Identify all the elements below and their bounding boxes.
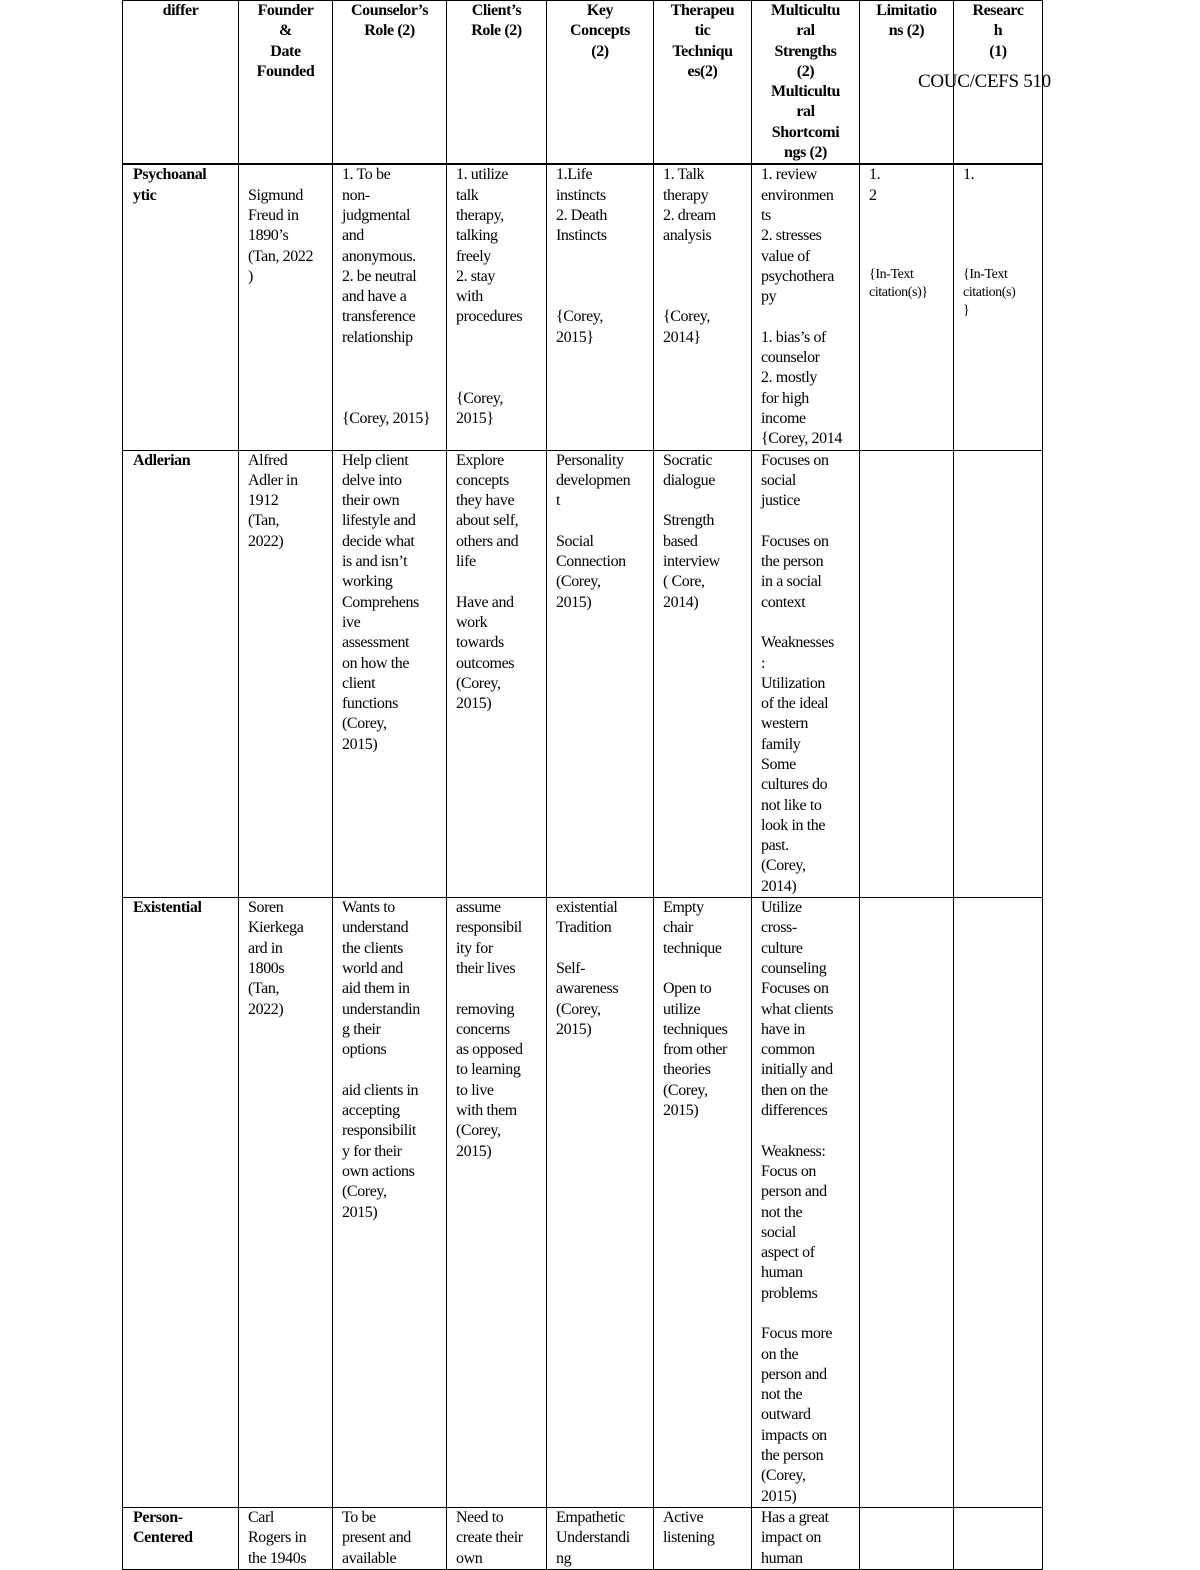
- theory-name-cell: Existential: [123, 898, 239, 1508]
- table-row: [123, 898, 1043, 1508]
- limitations-citation: {In-Text citation(s)}: [869, 266, 928, 300]
- founder-cell: Soren Kierkega ard in 1800s (Tan, 2022): [239, 898, 333, 1508]
- techniques-cell: Socratic dialogue Strength based interview ( Core, 2014): [654, 450, 752, 898]
- table-row: [123, 450, 1043, 898]
- multicultural-cell: Utilize cross- culture counseling Focuses on what clients have in common initially and then on the differences Weakness: Focus on person and not the social aspect of human problems Focus more on the person and not the outward impacts on the person (Corey, 2015): [752, 898, 860, 1508]
- limitations-cell: [860, 450, 954, 898]
- multicultural-cell: Focuses on social justice Focuses on the person in a social context Weaknesses : Utilization of the ideal western family Some cultures do not like to look in the past. (Corey, 2014): [752, 450, 860, 898]
- limitations-list: 1. 2: [869, 166, 881, 204]
- founder-cell: Alfred Adler in 1912 (Tan, 2022): [239, 450, 333, 898]
- multicultural-cell: Has a great impact on human: [752, 1507, 860, 1569]
- table-row: [123, 1507, 1043, 1569]
- research-cell: [954, 164, 1043, 450]
- theory-name-cell: Adlerian: [123, 450, 239, 898]
- limitations-cell: [860, 164, 954, 450]
- column-header-theory: differ: [123, 1, 239, 165]
- client-role-cell: Explore concepts they have about self, others and life Have and work towards outcomes (Corey, 2015): [447, 450, 547, 898]
- client-role-cell: Need to create their own: [447, 1507, 547, 1569]
- column-header-client-role: Client’s Role (2): [447, 1, 547, 165]
- page-header: COUC/CEFS 510: [918, 71, 1051, 92]
- techniques-cell: Active listening: [654, 1507, 752, 1569]
- client-role-cell: assume responsibil ity for their lives removing concerns as opposed to learning to live with them (Corey, 2015): [447, 898, 547, 1508]
- limitations-cell: [860, 898, 954, 1508]
- research-citation: {In-Text citation(s) }: [963, 266, 1016, 318]
- column-header-techniques: Therapeu tic Techniqu es(2): [654, 1, 752, 165]
- theory-comparison-table: [122, 0, 1043, 1570]
- key-concepts-cell: existential Tradition Self- awareness (Corey, 2015): [547, 898, 654, 1508]
- theory-name-cell: Person- Centered: [123, 1507, 239, 1569]
- key-concepts-cell: Personality developmen t Social Connection (Corey, 2015): [547, 450, 654, 898]
- column-header-limitations: Limitatio ns (2): [860, 1, 954, 165]
- techniques-cell: 1. Talk therapy 2. dream analysis {Corey, 2014}: [654, 164, 752, 450]
- column-header-founder: Founder & Date Founded: [239, 1, 333, 165]
- limitations-cell: [860, 1507, 954, 1569]
- counselor-role-cell: 1. To be non- judgmental and anonymous. 2. be neutral and have a transference relationship {Corey, 2015}: [333, 164, 447, 450]
- research-cell: [954, 450, 1043, 898]
- multicultural-cell: 1. review environmen ts 2. stresses value of psychothera py 1. bias’s of counselor 2. mostly for high income {Corey, 2014: [752, 164, 860, 450]
- research-cell: [954, 1507, 1043, 1569]
- research-cell: [954, 898, 1043, 1508]
- table-row: [123, 164, 1043, 450]
- founder-cell: Carl Rogers in the 1940s: [239, 1507, 333, 1569]
- column-header-counselor-role: Counselor’s Role (2): [333, 1, 447, 165]
- column-header-research: Researc h (1): [954, 1, 1043, 165]
- key-concepts-cell: 1.Life instincts 2. Death Instincts {Corey, 2015}: [547, 164, 654, 450]
- techniques-cell: Empty chair technique Open to utilize techniques from other theories (Corey, 2015): [654, 898, 752, 1508]
- key-concepts-cell: Empathetic Understandi ng: [547, 1507, 654, 1569]
- founder-cell: Sigmund Freud in 1890’s (Tan, 2022 ): [239, 164, 333, 450]
- counselor-role-cell: Help client delve into their own lifestyle and decide what is and isn’t working Comprehens ive assessment on how the client functions (Corey, 2015): [333, 450, 447, 898]
- table-header-row: [123, 1, 1043, 165]
- column-header-key-concepts: Key Concepts (2): [547, 1, 654, 165]
- theory-name-cell: Psychoanal ytic: [123, 164, 239, 450]
- counselor-role-cell: Wants to understand the clients world and aid them in understandin g their options aid clients in accepting responsibilit y for their own actions (Corey, 2015): [333, 898, 447, 1508]
- client-role-cell: 1. utilize talk therapy, talking freely 2. stay with procedures {Corey, 2015}: [447, 164, 547, 450]
- counselor-role-cell: To be present and available: [333, 1507, 447, 1569]
- research-list: 1.: [963, 166, 975, 184]
- column-header-multicultural: Multicultu ral Strengths (2) Multicultu ral Shortcomi ngs (2): [752, 1, 860, 165]
